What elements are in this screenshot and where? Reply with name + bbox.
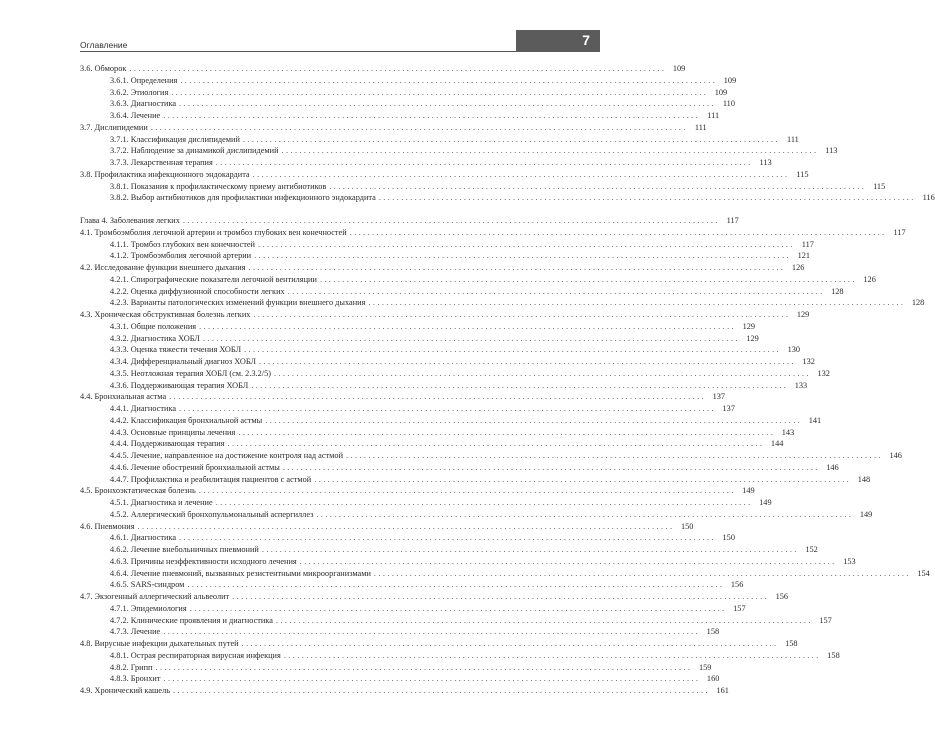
dot-leader: ........................................................................................................................	[215, 498, 753, 507]
dot-leader: ........................................................................................................................	[232, 592, 770, 601]
toc-entry-title: 4.7. Экзогенный аллергический альвеолит	[80, 592, 230, 601]
dot-leader: ........................................................................................................................	[182, 216, 720, 225]
dot-leader: ........................................................................................................................	[282, 463, 820, 472]
toc-entry-page: 158	[706, 627, 720, 636]
dot-leader: ........................................................................................................................	[179, 533, 716, 542]
toc-entry[interactable]	[110, 438, 784, 449]
dot-leader: ........................................................................................................................	[248, 263, 786, 272]
toc-entry-page: 154	[917, 569, 930, 578]
toc-entry-title: 3.8.1. Показания к профилактическому приему антибиотиков	[110, 182, 327, 191]
toc-entry-page: 117	[893, 228, 906, 237]
dot-leader: ........................................................................................................................	[198, 486, 736, 495]
toc-entry-page: 158	[785, 639, 798, 648]
dot-leader: ........................................................................................................................	[254, 251, 792, 260]
dot-leader: ........................................................................................................................	[187, 580, 725, 589]
toc-entry-title: 3.6.2. Этиология	[110, 88, 169, 97]
toc-entry-title: 4.4.1. Диагностика	[110, 404, 177, 413]
toc-entry-page: 109	[672, 64, 686, 73]
toc-entry[interactable]	[80, 169, 809, 180]
toc-entry-title: 4.2.1. Спирографические показатели легочной вентиляции	[110, 275, 317, 284]
toc-entry-page: 137	[712, 392, 726, 401]
toc-entry-title: 4.6.2. Лечение внебольничных пневмоний	[110, 545, 259, 554]
toc-entry[interactable]	[110, 145, 838, 156]
toc-entry[interactable]	[110, 181, 886, 192]
dot-leader: ........................................................................................................................	[253, 310, 791, 319]
toc-entry[interactable]	[110, 344, 801, 355]
toc-entry[interactable]	[110, 427, 795, 438]
toc-entry-title: 4.2.2. Оценка диффузионной способности легких	[110, 287, 285, 296]
toc-entry-page: 126	[791, 263, 805, 272]
toc-entry-title: 3.7. Дислипидемии	[80, 123, 148, 132]
toc-entry-page: 146	[889, 451, 902, 460]
toc-entry-page: 109	[723, 76, 737, 85]
toc-entry[interactable]	[110, 98, 735, 109]
toc-entry-page: 110	[722, 99, 735, 108]
toc-entry[interactable]	[110, 603, 746, 614]
toc-entry[interactable]	[110, 75, 737, 86]
toc-entry-page: 149	[742, 486, 755, 495]
toc-entry-title: 4.5.1. Диагностика и лечение	[110, 498, 213, 507]
dot-leader: ........................................................................................................................	[287, 287, 825, 296]
toc-entry-page: 141	[808, 416, 822, 425]
toc-entry[interactable]	[110, 134, 799, 145]
toc-entry-title: 4.8. Вирусные инфекции дыхательных путей	[80, 639, 239, 648]
toc-entry[interactable]	[110, 286, 844, 297]
toc-entry-title: 4.2. Исследование функции внешнего дыхания	[80, 263, 246, 272]
toc-entry-page: 146	[826, 463, 839, 472]
toc-entry[interactable]	[80, 485, 755, 496]
toc-entry[interactable]	[110, 415, 822, 426]
toc-entry-title: 4.4.5. Лечение, направленное на достижение контроля над астмой	[110, 451, 344, 460]
dot-leader: ........................................................................................................................	[314, 475, 852, 484]
dot-leader: ........................................................................................................................	[180, 76, 718, 85]
toc-entry-page: 161	[716, 686, 729, 695]
dot-leader: ........................................................................................................................	[259, 357, 796, 366]
toc-entry-title: 4.9. Хронический кашель	[80, 686, 171, 695]
toc-entry-page: 115	[873, 182, 886, 191]
toc-entry-page: 132	[817, 369, 830, 378]
toc-entry[interactable]	[110, 239, 814, 250]
toc-entry[interactable]	[110, 274, 876, 285]
toc-entry[interactable]	[110, 474, 871, 485]
toc-entry-page: 117	[726, 216, 739, 225]
toc-entry-page: 126	[863, 275, 876, 284]
dot-leader: ........................................................................................................................	[349, 228, 887, 237]
toc-entry[interactable]	[80, 591, 789, 602]
toc-entry[interactable]	[110, 509, 873, 520]
toc-entry-page: 130	[787, 345, 801, 354]
toc-entry-title: 4.3.1. Общие положения	[110, 322, 197, 331]
toc-entry[interactable]	[110, 462, 839, 473]
toc-entry-title: 4.1.1. Тромбоз глубоких вен конечностей	[110, 240, 255, 249]
dot-leader: ........................................................................................................................	[202, 334, 740, 343]
toc-entry-page: 150	[722, 533, 735, 542]
toc-entry[interactable]	[110, 297, 925, 308]
dot-leader: ........................................................................................................................	[137, 522, 675, 531]
dot-leader: ........................................................................................................................	[373, 569, 911, 578]
dot-leader: ........................................................................................................................	[346, 451, 883, 460]
toc-entry[interactable]	[110, 532, 735, 543]
toc-entry-title: 4.1. Тромбоэмболия легочной артерии и тромбоз глубоких вен конечностей	[80, 228, 347, 237]
toc-entry-page: 129	[742, 322, 756, 331]
toc-entry-title: 3.7.2. Наблюдение за динамикой дислипидемий	[110, 146, 279, 155]
toc-entry-title: 4.8.3. Бронхит	[110, 674, 161, 683]
toc-entry-title: 4.6. Пневмония	[80, 522, 135, 531]
toc-entry-title: 4.3.6. Поддерживающая терапия ХОБЛ	[110, 381, 249, 390]
dot-leader: ........................................................................................................................	[368, 298, 906, 307]
dot-leader: ........................................................................................................................	[150, 123, 688, 132]
toc-entry[interactable]	[110, 673, 720, 684]
toc-entry[interactable]	[110, 192, 935, 203]
toc-entry-title: 4.4.2. Классификация бронхиальной астмы	[110, 416, 263, 425]
toc-entry[interactable]	[110, 544, 818, 555]
toc-entry[interactable]	[110, 662, 712, 673]
toc-entry-page: 129	[746, 334, 759, 343]
toc-entry[interactable]	[110, 368, 830, 379]
toc-entry-page: 116	[922, 193, 935, 202]
dot-leader: ........................................................................................................................	[281, 146, 819, 155]
toc-entry-title: 3.7.1. Классификация дислипидемий	[110, 135, 240, 144]
toc-entry-title: 4.8.1. Острая респираторная вирусная инфекция	[110, 651, 281, 660]
dot-leader: ........................................................................................................................	[244, 345, 782, 354]
toc-entry[interactable]	[110, 450, 902, 461]
toc-entry-page: 150	[680, 522, 694, 531]
toc-entry[interactable]	[110, 626, 720, 637]
toc-entry[interactable]	[80, 122, 707, 133]
toc-entry-title: 4.3.3. Оценка тяжести течения ХОБЛ	[110, 345, 242, 354]
toc-entry[interactable]	[80, 215, 739, 226]
toc-entry-title: 4.5. Бронхоэктатическая болезнь	[80, 486, 196, 495]
dot-leader: ........................................................................................................................	[163, 111, 701, 120]
toc-entry-title: 3.6.1. Определения	[110, 76, 178, 85]
toc-entry[interactable]	[110, 110, 720, 121]
toc-entry-page: 160	[706, 674, 720, 683]
toc-entry-page: 157	[733, 604, 746, 613]
toc-entry[interactable]	[80, 309, 810, 320]
dot-leader: ........................................................................................................................	[163, 627, 701, 636]
dot-leader: ........................................................................................................................	[179, 404, 716, 413]
toc-entry-title: 3.7.3. Лекарственная терапия	[110, 158, 213, 167]
toc-entry-page: 157	[819, 616, 832, 625]
toc-entry-page: 121	[797, 251, 811, 260]
dot-leader: ........................................................................................................................	[241, 639, 779, 648]
toc-entry-title: 4.3.4. Дифференциальный диагноз ХОБЛ	[110, 357, 257, 366]
toc-entry-title: 4.6.3. Причины неэффективности исходного лечения	[110, 557, 297, 566]
toc-entry-title: 4.4.4. Поддерживающая терапия	[110, 439, 225, 448]
toc-entry[interactable]	[110, 356, 815, 367]
toc-entry-page: 143	[781, 428, 795, 437]
toc-entry-page: 144	[770, 439, 784, 448]
toc-entry[interactable]	[110, 380, 808, 391]
dot-leader: ........................................................................................................................	[189, 604, 727, 613]
toc-entry-page: 132	[802, 357, 815, 366]
dot-leader: ........................................................................................................................	[273, 369, 811, 378]
toc-entry[interactable]	[80, 63, 686, 74]
dot-leader: ........................................................................................................................	[319, 275, 857, 284]
toc-entry-page: 111	[694, 123, 707, 132]
toc-entry[interactable]	[110, 250, 811, 261]
toc-entry-page: 128	[911, 298, 925, 307]
toc-entry-title: 3.6.4. Лечение	[110, 111, 161, 120]
dot-leader: ........................................................................................................................	[215, 158, 753, 167]
toc-entry-page: 156	[775, 592, 789, 601]
toc-entry-title: 4.3. Хроническая обструктивная болезнь легких	[80, 310, 251, 319]
toc-entry[interactable]	[110, 650, 840, 661]
toc-entry-title: 3.8. Профилактика инфекционного эндокардита	[80, 170, 250, 179]
dot-leader: ........................................................................................................................	[265, 416, 803, 425]
toc-entry[interactable]	[80, 262, 805, 273]
toc-entry-title: 4.4.7. Профилактика и реабилитация пациентов с астмой	[110, 475, 312, 484]
toc-entry-page: 153	[843, 557, 856, 566]
toc-entry[interactable]	[110, 333, 759, 344]
toc-entry-page: 149	[859, 510, 873, 519]
toc-entry[interactable]	[110, 321, 756, 332]
toc-entry-title: 4.3.5. Неотложная терапия ХОБЛ (см. 2.3.2/5)	[110, 369, 271, 378]
dot-leader: ........................................................................................................................	[275, 616, 813, 625]
toc-entry-title: 4.6.5. SARS-синдром	[110, 580, 185, 589]
toc-entry-title: 4.4. Бронхиальная астма	[80, 392, 167, 401]
dot-leader: ........................................................................................................................	[378, 193, 916, 202]
dot-leader: ........................................................................................................................	[163, 674, 701, 683]
toc-entry[interactable]	[110, 556, 856, 567]
toc-entry-title: 4.7.1. Эпидемиология	[110, 604, 187, 613]
toc-entry-page: 137	[722, 404, 735, 413]
toc-entry-title: 4.8.2. Грипп	[110, 663, 153, 672]
toc-entry-page: 159	[698, 663, 712, 672]
dot-leader: ........................................................................................................................	[173, 686, 710, 695]
toc-entry-page: 149	[759, 498, 772, 507]
dot-leader: ........................................................................................................................	[261, 545, 799, 554]
dot-leader: ........................................................................................................................	[155, 663, 693, 672]
dot-leader: ........................................................................................................................	[316, 510, 854, 519]
toc-entry[interactable]	[110, 615, 832, 626]
toc-entry[interactable]	[110, 497, 772, 508]
dot-leader: ........................................................................................................................	[299, 557, 837, 566]
toc-entry-title: 4.6.4. Лечение пневмоний, вызванных резистентными микроорганизмами	[110, 569, 371, 578]
toc-entry-title: 3.6. Обморок	[80, 64, 127, 73]
toc-entry-title: 4.7.3. Лечение	[110, 627, 161, 636]
dot-leader: ........................................................................................................................	[169, 392, 707, 401]
toc-entry-page: 115	[796, 170, 809, 179]
toc-entry[interactable]	[80, 638, 798, 649]
toc-entry-title: 4.2.3. Варианты патологических изменений функции внешнего дыхания	[110, 298, 366, 307]
dot-leader: ........................................................................................................................	[283, 651, 821, 660]
dot-leader: ........................................................................................................................	[329, 182, 867, 191]
toc-entry-title: 3.6.3. Диагностика	[110, 99, 177, 108]
toc-entry-page: 133	[794, 381, 808, 390]
toc-entry[interactable]	[110, 403, 735, 414]
toc-entry-page: 109	[714, 88, 728, 97]
toc-entry-title: 4.1.2. Тромбоэмболия легочной артерии	[110, 251, 252, 260]
dot-leader: ........................................................................................................................	[257, 240, 795, 249]
toc-entry-page: 152	[805, 545, 818, 554]
dot-leader: ........................................................................................................................	[242, 135, 780, 144]
toc-entry-title: 4.5.2. Аллергический бронхопульмональный аспергиллез	[110, 510, 314, 519]
toc-entry-page: 113	[825, 146, 838, 155]
page-number: 7	[582, 32, 590, 48]
toc-entry[interactable]	[80, 391, 726, 402]
toc-entry-page: 111	[707, 111, 720, 120]
dot-leader: ........................................................................................................................	[129, 64, 667, 73]
dot-leader: ........................................................................................................................	[227, 439, 765, 448]
toc-entry-title: 4.4.6. Лечение обострений бронхиальной астмы	[110, 463, 280, 472]
toc-entry-page: 111	[786, 135, 799, 144]
toc-entry[interactable]	[110, 579, 744, 590]
toc-entry-page: 117	[801, 240, 814, 249]
toc-entry-page: 129	[796, 310, 810, 319]
toc-entry-page: 128	[831, 287, 844, 296]
toc-entry-page: 158	[827, 651, 840, 660]
dot-leader: ........................................................................................................................	[238, 428, 776, 437]
toc-entry-page: 156	[730, 580, 744, 589]
toc-entry-title: Глава 4. Заболевания легких	[80, 216, 180, 225]
toc-entry-title: 4.4.3. Основные принципы лечения	[110, 428, 236, 437]
toc-entry-title: 4.6.1. Диагностика	[110, 533, 177, 542]
dot-leader: ........................................................................................................................	[171, 88, 709, 97]
toc-entry[interactable]	[110, 157, 772, 168]
toc-entry-title: 3.8.2. Выбор антибиотиков для профилактики инфекционного эндокардита	[110, 193, 376, 202]
toc-entry-title: 4.7.2. Клинические проявления и диагностика	[110, 616, 273, 625]
toc-entry-page: 148	[857, 475, 871, 484]
toc-entry[interactable]	[110, 568, 930, 579]
toc-entry-title: 4.3.2. Диагностика ХОБЛ	[110, 334, 200, 343]
toc-entry[interactable]	[80, 685, 729, 696]
toc-entry-page: 113	[759, 158, 772, 167]
dot-leader: ........................................................................................................................	[252, 170, 790, 179]
toc-entry[interactable]	[110, 87, 728, 98]
dot-leader: ........................................................................................................................	[179, 99, 716, 108]
running-title: Оглавление	[80, 40, 128, 50]
toc-entry[interactable]	[80, 521, 694, 532]
dot-leader: ........................................................................................................................	[251, 381, 789, 390]
toc-entry[interactable]	[80, 227, 906, 238]
dot-leader: ........................................................................................................................	[199, 322, 737, 331]
